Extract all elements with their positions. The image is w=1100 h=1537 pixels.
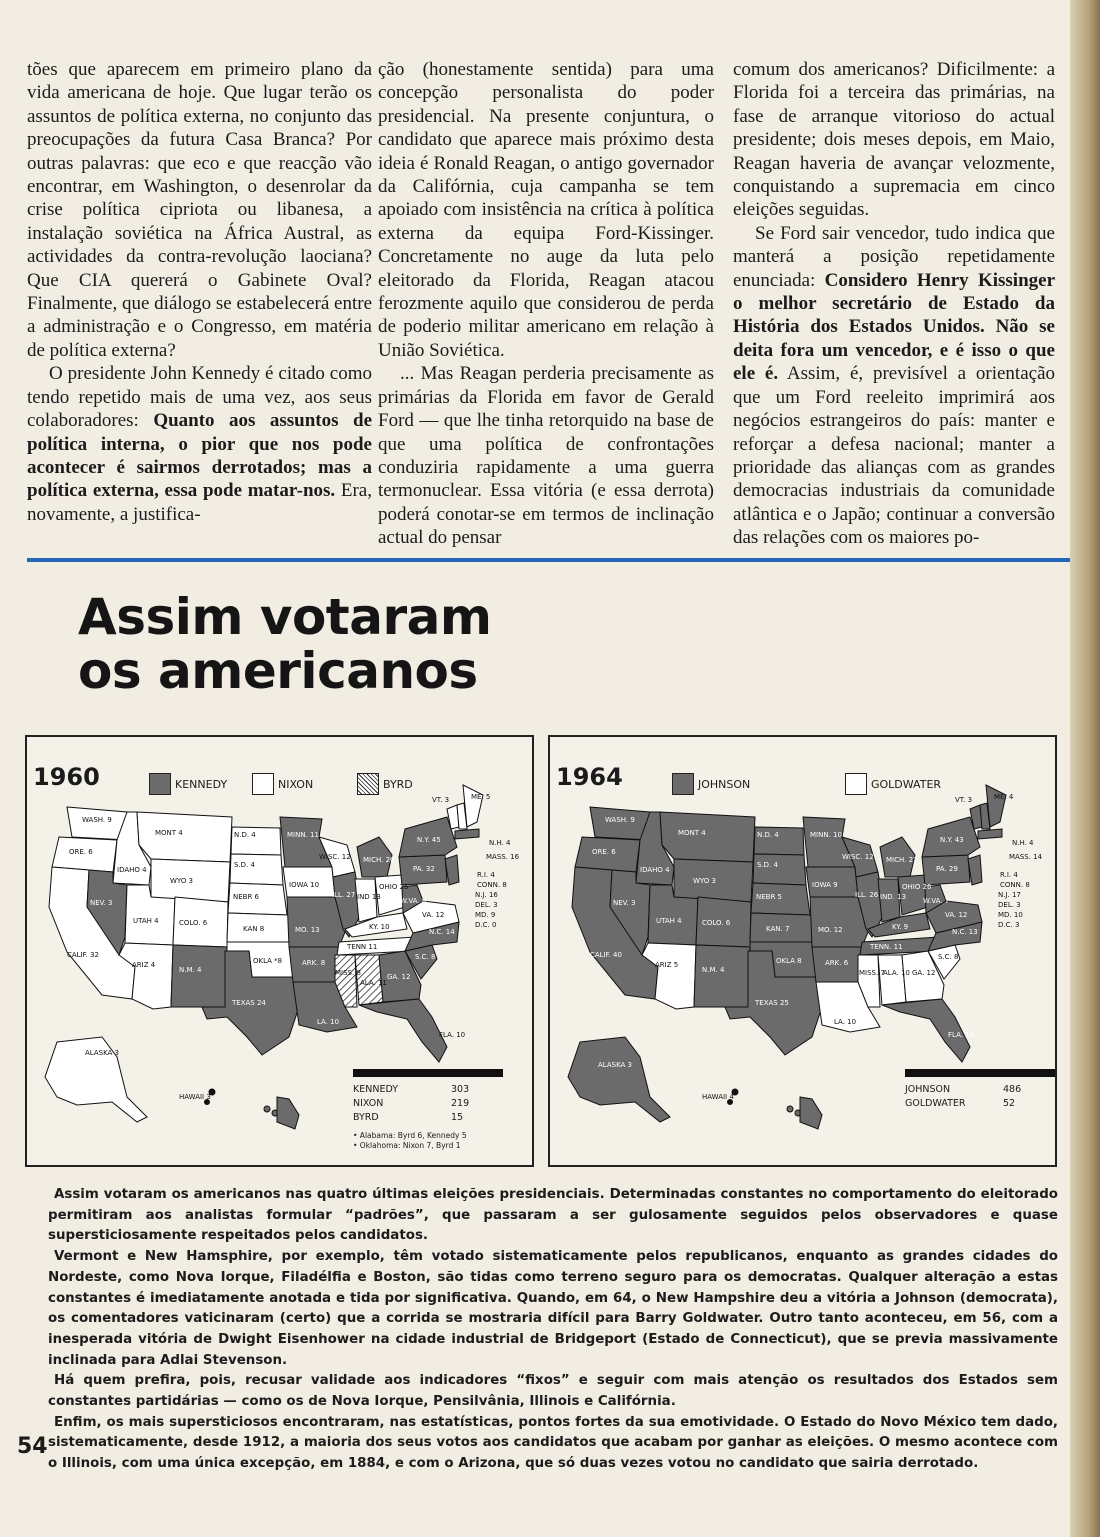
legend-label: BYRD [383,777,413,791]
label-wisc: WISC. 12 [842,853,874,861]
state-ala [878,955,906,1005]
label-mo: MO. 12 [818,926,843,934]
legend-label: NIXON [278,777,314,791]
election-map-1964 [548,735,1057,1167]
label-nj: N.J. 16 [475,891,498,899]
headline-line-2: os americanos [78,642,478,700]
label-dc: D.C. 3 [998,921,1020,929]
legend-label: KENNEDY [175,777,228,791]
label-wva: W.VA. 8 [400,897,427,905]
label-ky: KY. 9 [892,923,909,931]
label-pa: PA. 32 [413,865,435,873]
caption-paragraph-3: Há quem prefira, pois, recusar validade aos indicadores “fixos” e seguir com mais atenção os resultados dos Estados sem constantes partidárias — como os de Nova Iorque, Pensilvânia, Illinois e Califórnia. [48,1373,1058,1410]
electoral-votes: 52 [1003,1098,1016,1109]
label-la: LA. 10 [317,1018,340,1026]
hawaii-island-1 [264,1106,270,1112]
col2-paragraph-1: ção (honestamente sentida) para uma concepção personalista do poder presidencial. Na presente conjuntura, o candidato que aparece mais próximo desta ideia é Ronald Reagan, o antigo governador da Califórnia, cuja campanha se tem apoiado com insistência na crítica à política externa da equipa Ford-Kissinger. Concretamente no auge da luta pelo eleitorado da Florida, Reagan atacou ferozmente aquilo que considerou de perda de poderio militar americano em relação à União Soviética. [378,59,714,361]
label-wash: WASH. 9 [82,816,112,824]
label-ill: ILL. 27 [332,891,356,899]
caption-paragraph-2: Vermont e New Hamsphire, por exemplo, têm votado sistematicamente pelos republicanos, enquanto as grandes cidades do Nordeste, como Nova Iorque, Filadélfia e Boston, são tidas como terreno seguro para os democratas. Qualquer alteração a estas constantes é imediatamente anotada e tida por significativa. Quando, em 64, o New Hampshire deu a vitória a Johnson (democrata), os comentadores vaticinaram (certo) que a corrida se mostraria difícil para Barry Goldwater. Outro tanto aconteceu, em 56, com a inesperada vitória de Dwight Eisenhower na cidade industrial de Bridgeport (Estado de Connecticut), que se previa massivamente inclinada para Adlai Stevenson. [48,1249,1058,1368]
label-mich: MICH. 20 [363,856,395,864]
results-bar [905,1069,1055,1077]
label-mo: MO. 13 [295,926,320,934]
electoral-votes: 219 [451,1098,470,1109]
result-row [353,1097,503,1111]
label-iowa: IOWA 9 [812,881,838,889]
label-wva: W.VA. 7 [923,897,950,905]
map-year-1960: 1960 [33,763,100,791]
label-la: LA. 10 [834,1018,857,1026]
label-colo: COLO. 6 [702,919,731,927]
label-nm: N.M. 4 [702,966,725,974]
label-ga: GA. 12 [912,969,936,977]
label-pa: PA. 29 [936,865,958,873]
state-alaska [568,1037,670,1122]
label-calif: CALIF. 32 [67,951,99,959]
label-ny: N.Y. 43 [940,836,964,844]
results-1964 [905,1069,1055,1111]
label-ill: ILL. 26 [855,891,879,899]
label-mass: MASS. 16 [486,853,520,861]
label-md: MD. 10 [998,911,1023,919]
label-ri: R.I. 4 [477,871,495,879]
label-ohio: OHIO 26 [902,883,932,891]
label-fla: FLA. 10 [439,1031,466,1039]
page-number: 54 [17,1434,48,1459]
legend-label: JOHNSON [698,777,751,791]
state-me [986,785,1006,827]
col1-paragraph-1: tões que aparecem em primeiro plano da vida americana de hoje. Que lugar terão os assuntos de política externa, no conjunto das preocupações da futura Casa Branca? Por outras palavras: que eco e que reacção vão encontrar, em Washington, o desenrolar da crise política cipriota ou libanesa, a instalação soviética na África Austral, as actividades da contra-revolução laociana? Que CIA quererá o Gabinete Oval? Finalmente, que diálogo se estabelecerá entre a administração e o Congresso, em matéria de política externa? [27,59,373,361]
footnote-alabama: • Alabama: Byrd 6, Kennedy 5 [353,1131,467,1140]
caption-paragraph-1: Assim votaram os americanos nas quatro últimas eleições presidenciais. Determinadas constantes no comportamento do eleitorado permitiram aos analistas formular “padrões”, que passaram a ser gulosamente seguidos pelos observadores e quase supersticiosamente respeitados pelos candidatos. [48,1187,1058,1244]
map-footnotes [353,1131,503,1151]
state-nm [694,945,750,1007]
label-nh: N.H. 4 [1012,839,1034,847]
result-row [353,1083,503,1097]
article-column-2 [378,58,714,550]
col3-p2-text: Se Ford sair vencedor, tudo indica que manterá a posição repetidamente enunciada: [733,222,1055,291]
label-sd: S.D. 4 [234,861,255,869]
result-row [905,1083,1055,1097]
label-ore: ORE. 6 [592,848,616,856]
state-nm [171,945,227,1007]
maps-caption [48,1185,1058,1475]
label-wash: WASH. 9 [605,816,635,824]
label-mont: MONT 4 [678,829,706,837]
label-ariz: ARIZ 5 [655,961,679,969]
candidate-name: BYRD [353,1112,379,1123]
legend-label: GOLDWATER [871,777,942,791]
label-conn: CONN. 8 [477,881,507,889]
article-column-3 [733,58,1055,550]
label-utah: UTAH 4 [656,917,682,925]
label-minn: MINN. 10 [810,831,842,839]
label-va: VA. 12 [422,911,445,919]
electoral-votes: 15 [451,1112,464,1123]
label-utah: UTAH 4 [133,917,159,925]
label-ny: N.Y. 45 [417,836,441,844]
label-ga: GA. 12 [387,973,411,981]
label-nm: N.M. 4 [179,966,202,974]
label-kan: KAN 8 [243,925,265,933]
candidate-name: NIXON [353,1098,384,1109]
label-nc: N.C. 13 [952,928,978,936]
results-bar [353,1069,503,1077]
label-ala: ALA. 10 [883,969,910,977]
label-vt: VT. 3 [955,796,973,804]
label-nev: NEV. 3 [613,899,636,907]
state-sd [230,854,283,885]
label-nebr: NEBR 6 [233,893,260,901]
state-fla [359,999,447,1062]
candidate-name: GOLDWATER [905,1098,966,1109]
label-nj: N.J. 17 [998,891,1021,899]
label-texas: TEXAS 25 [755,999,789,1007]
col2-paragraph-2: ... Mas Reagan perderia precisamente as primárias da Florida em favor de Gerald Ford — que lhe tinha retorquido na base de que uma política de confrontações conduziria rapidamente a uma guerra termonuclear. Essa vitória (e essa derrota) poderá conotar-se em termos de inclinação actual do pensar [378,363,714,549]
label-kan: KAN. 7 [766,925,790,933]
label-idaho: IDAHO 4 [117,866,147,874]
label-mass: MASS. 14 [1009,853,1043,861]
col3-paragraph-1: comum dos americanos? Dificilmente: a Florida foi a terceira das primárias, na fase de arranque vitorioso do actual presidente; dois meses depois, em Maio, Reagan haveria de avançar velozmente, conquistando a supremacia em cinco eleições seguidas. [733,59,1055,221]
state-mass [455,829,479,839]
label-dc: D.C. 0 [475,921,497,929]
col3-paragraph-2 [733,222,1055,550]
label-okla: OKLA 8 [776,957,802,965]
label-mont: MONT 4 [155,829,183,837]
label-texas: TEXAS 24 [232,999,266,1007]
label-hawaii: HAWAII 4 [702,1093,734,1101]
label-wisc: WISC. 12 [319,853,351,861]
footnote-oklahoma: • Oklahoma: Nixon 7, Byrd 1 [353,1141,461,1150]
label-mich: MICH. 21 [886,856,918,864]
label-nd: N.D. 4 [234,831,256,839]
label-ark: ARK. 8 [302,959,326,967]
electoral-votes: 486 [1003,1084,1022,1095]
label-iowa: IOWA 10 [289,881,320,889]
state-hawaii [800,1097,822,1129]
kennedy-quote: Quanto aos assuntos de política interna, o pior que nos pode acontecer é sairmos derrotados; mas a política externa, essa pode matar-nos. [27,410,372,502]
label-ohio: OHIO 25 [379,883,409,891]
ford-quote: Considero Henry Kissinger o melhor secretário de Estado da História dos Estados Unidos. Não se deita fora um vencedor, e é isso o que ele é. [733,269,1055,385]
label-tenn: TENN. 11 [870,943,903,951]
label-ind: IND. 13 [880,893,907,901]
state-hawaii [277,1097,299,1129]
label-alaska: ALASKA 3 [598,1061,633,1069]
label-wyo: WYO 3 [693,877,717,885]
label-sc: S.C. 8 [415,953,436,961]
state-mont [137,812,232,862]
col1-p2-text: O presidente John Kennedy é citado como tendo repetido mais de uma vez, aos seus colaboradores: [27,363,372,432]
label-vt: VT. 3 [432,796,450,804]
label-wyo: WYO 3 [170,877,194,885]
label-tenn: TENN 11 [347,943,378,951]
caption-paragraph-4: Enfim, os mais supersticiosos encontraram, nas estatísticas, pontos fortes da sua emotividade. O Estado do Novo México tem dado, sistematicamente, desde 1912, a maioria dos seus votos aos candidatos que acabam por ganhar as eleições. O mesmo acontece com o Illinois, com uma única excepção, em 1884, e com o Arizona, que só duas vezes votou no candidato que sairia derrotado. [48,1414,1058,1472]
state-sd [753,854,806,885]
election-map-1960 [25,735,534,1167]
blue-divider-rule [27,558,1100,562]
label-fla: FLA. 14 [948,1031,975,1039]
label-sc: S.C. 8 [938,953,959,961]
electoral-votes: 303 [451,1084,470,1095]
label-ri: R.I. 4 [1000,871,1018,879]
label-miss: MISS. 8 [335,969,361,977]
results-1960 [353,1069,503,1151]
label-ky: KY. 10 [369,923,390,931]
label-ark: ARK. 6 [825,959,849,967]
state-mo [287,897,345,947]
label-idaho: IDAHO 4 [640,866,670,874]
hawaii-island-1 [787,1106,793,1112]
label-calif: CALIF. 40 [590,951,622,959]
label-ariz: ARIZ 4 [132,961,156,969]
label-alaska: ALASKA 3 [85,1049,120,1057]
label-md: MD. 9 [475,911,496,919]
label-nh: N.H. 4 [489,839,511,847]
label-hawaii: HAWAII 3 [179,1093,211,1101]
label-minn: MINN. 11 [287,831,319,839]
state-mo [810,897,868,947]
candidate-name: JOHNSON [905,1084,951,1095]
page-binding-edge [1070,0,1100,1537]
label-miss: MISS. 7 [859,969,885,977]
label-del: DEL. 3 [998,901,1021,909]
col3-p2-tail: Assim, é, previsível a orientação que um Ford reeleito imprimirá aos negócios estrangeiros do país: manter e reforçar a defesa nacional; manter a prioridade das alianças com as grandes democracias industriais da comunidade atlântica e o Japão; continuar a conversão das relações com os maiores po- [733,363,1055,549]
label-okla: OKLA *8 [253,957,283,965]
label-va: VA. 12 [945,911,968,919]
label-del: DEL. 3 [475,901,498,909]
label-me: ME. 4 [994,793,1014,801]
headline-line-1: Assim votaram [78,588,492,646]
label-ore: ORE. 6 [69,848,93,856]
label-sd: S.D. 4 [757,861,778,869]
state-mass [978,829,1002,839]
candidate-name: KENNEDY [353,1084,399,1095]
label-nebr: NEBR 5 [756,893,783,901]
map-year-1964: 1964 [556,763,623,791]
result-row [905,1097,1055,1111]
state-mont [660,812,755,862]
state-me [463,785,483,827]
label-me: ME. 5 [471,793,491,801]
label-nev: NEV. 3 [90,899,113,907]
label-ind: IND 13 [357,893,381,901]
result-row [353,1111,503,1125]
label-ala: ALA. 11 [360,979,387,987]
article-column-1 [27,58,372,526]
label-colo: COLO. 6 [179,919,208,927]
section-headline [78,590,491,698]
label-nc: N.C. 14 [429,928,455,936]
col1-p2-tail: Era, novamente, a justifica- [27,480,372,525]
label-nd: N.D. 4 [757,831,779,839]
col1-paragraph-2 [27,362,372,526]
label-conn: CONN. 8 [1000,881,1030,889]
